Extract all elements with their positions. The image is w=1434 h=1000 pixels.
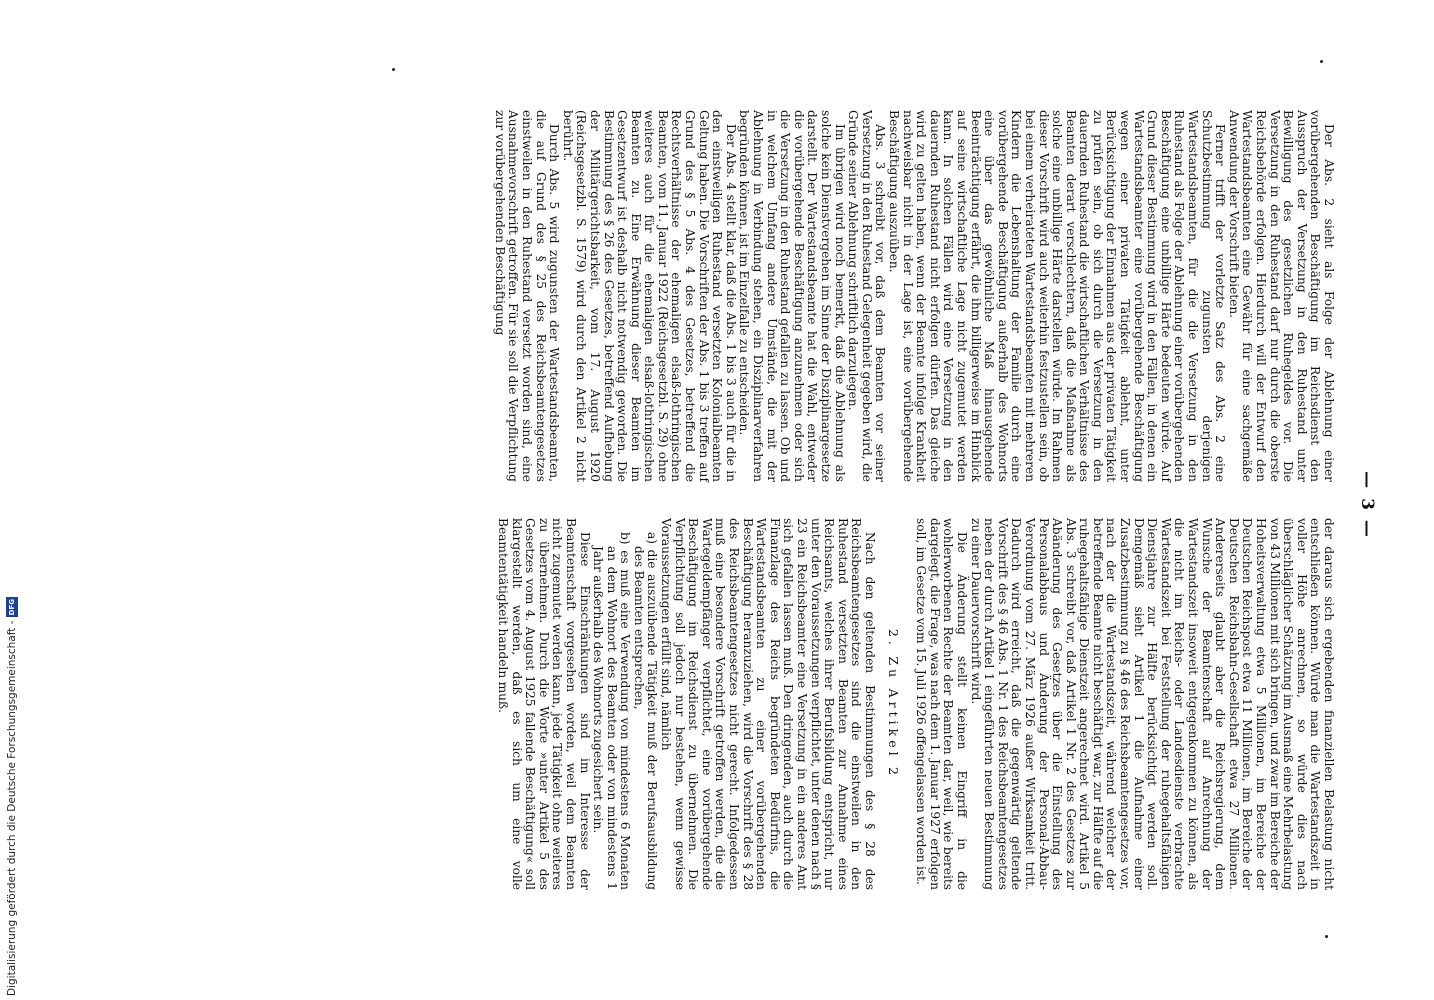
paragraph: Durch Abs. 5 wird zugunsten der Wartestandsbeamten, die auf Grund des § 25 des Reichsbeamtengesetzes einstweilen in den Ruhestand versetzt worden sind, eine Ausnahmevorschrift getroffen. Für sie soll die Verpflichtung zur vorübergehenden Beschäftigung (492, 110, 562, 482)
left-column (492, 110, 1335, 482)
conditions-list (591, 518, 659, 890)
paragraph: Nach den geltenden Bestimmungen des § 28 des Reichsbeamtengesetzes sind die einstweilen in den Ruhestand versetzten Beamten zur Annahme eines Reichsamts, welches ihrer Berufsbildung entspricht, nur unter den Voraussetzungen verpflichtet, unter denen nach § 23 ein Reichsbeamter eine Versetzung in ein anderes Amt sich gefallen lassen muß. Den dringenden, auch durch die Finanzlage des Reichs begründeten Bedürfnis, die Wartestandsbeamten zu einer vorübergehenden Beschäftigung heranzuziehen, wird die Vorschrift des § 28 des Reichsbeamtengesetzes nicht gerecht. Infolgedessen muß eine besondere Vorschrift getroffen werden, die die Wartegeldempfänger verpflichtet, eine vorübergehende Beschäftigung im Reichsdienst zu übernehmen. Die Verpflichtung soll jedoch nur bestehen, wenn gewisse Voraussetzungen erfüllt sind, nämlich (659, 518, 877, 890)
paragraph: der daraus sich ergebenden finanziellen Belastung nicht entschließen können. Würde man die Wartestandszeit in voller Höhe anrechnen, so würde dies nach überschläglicher Schätzung im Ausmaß eine Mehrbelastung von 43 Millionen mit sich bringen, und zwar im Bereiche der Hoheitsverwaltung etwa 5 Millionen, im Bereiche der Deutschen Reichspost etwa 11 Millionen, im Bereiche der Deutschen Reichsbahn-Gesellschaft etwa 27 Millionen. Andererseits glaubt aber die Reichsregierung, dem Wunsche der Beamtenschaft auf Anrechnung der Wartestandszeit insoweit entgegenkommen zu können, als die nicht im Reichs- oder Landesdienste verbrachte Wartestandszeit bei Feststellung der ruhegehaltsfähigen Dienstjahre zur Hälfte berücksichtigt werden soll. Demgemäß sieht Artikel 1 die Aufnahme einer Zusatzbestimmung zu § 46 des Reichsbeamtengesetzes vor, nach der die Wartestandszeit, während welcher der betreffende Beamte nicht beschäftigt war, zur Hälfte auf die ruhegehaltsfähige Dienstzeit angerechnet wird. Artikel 5 Abs. 3 schreibt vor, daß Artikel 1 Nr. 2 des Gesetzes zur Abänderung des Gesetzes über die Einstellung des Personalabbaus und Änderung der Personal-Abbau-Verordnung vom 27. März 1926 außer Wirksamkeit tritt. Dadurch wird erreicht, daß die gegenwärtig geltende Vorschrift des § 46 Abs. 1 Nr. 1 des Reichsbeamtengesetzes neben der durch Artikel 1 eingeführten neuen Bestimmung zu einer Dauervorschrift wird. (968, 518, 1336, 890)
right-column-top (914, 518, 1335, 890)
list-item: b) es muß eine Verwendung von mindestens 6 Monaten an dem Wohnort des Beamten oder von mindestens 1 Jahr außerhalb des Wohnorts zugesichert sein. (591, 532, 633, 890)
scan-speck (1320, 60, 1323, 63)
paragraph: Diese Einschränkungen sind im Interesse der Beamtenschaft vorgesehen worden, weil dem Beamten nicht zugemutet werden kann, jede Tätigkeit ohne weiteres zu übernehmen. Durch die Worte »unter Artikel 5 des Gesetzes vom 4. August 1925 fallende Beschäftigung« soll klargestellt werden, daß es sich um eine volle Beamtentätigkeit handeln muß. (495, 518, 592, 890)
paragraph: Im übrigen wird noch bemerkt, daß die Ablehnung als solche kein Dienstvergehen im Sinne der Disziplinargesetze darstellt. Der Wartestandsbeamte hat die Wahl, entweder die vorübergehende Beschäftigung anzunehmen oder sich die Versetzung in den Ruhestand gefallen zu lassen. Ob und in welchem Umfang andere Umstände, die mit der Ablehnung in Verbindung stehen, ein Disziplinarverfahren begründen können, ist im Einzelfalle zu entscheiden. (737, 110, 847, 482)
right-column (495, 518, 1335, 890)
paragraph: Der Abs. 2 sieht als Folge der Ablehnung einer vorübergehenden Beschäftigung im Reichsdienst den Ausspruch der Versetzung in den Ruhestand unter Bewilligung des gesetzlichen Ruhegeldes vor. Die Versetzung in den Ruhestand darf nur durch die oberste Reichsbehörde erfolgen. Hierdurch will der Entwurf den Wartestandsbeamten eine Gewähr für eine sachgemäße Anwendung der Vorschrift bieten. (1226, 110, 1336, 482)
paragraph: Ferner trifft der vorletzte Satz des Abs. 2 eine Schutzbestimmung zugunsten derjenigen Wartestandsbeamten, für die die Versetzung in den Ruhestand als Folge der Ablehnung einer vorübergehenden Beschäftigung eine unbillige Härte bedeuten würde. Auf Grund dieser Bestimmung wird in den Fällen, in denen ein Wartestandsbeamter eine vorübergehende Beschäftigung wegen einer privaten Tätigkeit ablehnt, unter Berücksichtigung der Einnahmen aus der privaten Tätigkeit zu prüfen sein, ob sich durch die Versetzung in den dauernden Ruhestand die wirtschaftlichen Verhältnisse des Beamten derart verschlechtern, daß die Maßnahme als solche eine unbillige Härte darstellen würde. Im Rahmen dieser Vorschrift wird auch weiterhin festzustellen sein, ob bei einem verheirateten Wartestandsbeamten mit mehreren Kindern die Lebenshaltung der Familie durch eine vorübergehende Beschäftigung außerhalb des Wohnorts eine über das gewöhnliche Maß hinausgehende Beeinträchtigung erfährt, die ihm billigerweise im Hinblick auf seine wirtschaftliche Lage nicht zugemutet werden kann. In solchen Fällen wird eine Versetzung in den dauernden Ruhestand nicht erfolgen dürfen. Das gleiche wird zu gelten haben, wenn der Beamte infolge Krankheit nachweisbar nicht in der Lage ist, eine vorübergehende Beschäftigung auszuüben. (887, 110, 1228, 482)
scan-speck (1325, 935, 1328, 938)
section-title-artikel-2: 2. Zu Artikel 2 (885, 628, 901, 780)
paragraph: Abs. 3 schreibt vor, daß dem Beamten vor seiner Versetzung in den Ruhestand Gelegenheit gegeben wird, die Gründe seiner Ablehnung schriftlich darzulegen. (846, 110, 888, 482)
scan-speck (392, 68, 395, 71)
dfg-logo: DFG (8, 598, 16, 616)
right-column-body (659, 518, 877, 890)
digitization-credit-text: Digitalisierung gefördert durch die Deutsche Forschungsgemeinschaft - (6, 617, 18, 996)
paragraph: Der Abs. 4 stellt klar, daß die Abs. 1 bis 3 auch für die in den einstweiligen Ruhestand versetzten Kolonialbeamten Geltung haben. Die Vorschriften der Abs. 1 bis 3 treffen auf Grund des § 5 Abs. 4 des Gesetzes, betreffend die Rechtsverhältnisse der ehemaligen elsaß-lothringischen Beamten, vom 11. Januar 1922 (Reichsgesetzbl. S. 29) ohne weiteres auch für die ehemaligen elsaß-lothringischen Beamten zu. Eine Erwähnung dieser Beamten im Gesetzentwurf ist deshalb nicht notwendig geworden. Die Bestimmung des § 26 des Gesetzes, betreffend Aufhebung der Militärgerichtsbarkeit, vom 17. August 1920 (Reichsgesetzbl. S. 1579) wird durch den Artikel 2 nicht berührt. (560, 110, 738, 482)
right-column-end (495, 518, 590, 890)
paragraph: Die Änderung stellt keinen Eingriff in die wohlerworbenen Rechte der Beamten dar, weil, wie bereits dargelegt, die Frage, was nach dem 1. Januar 1927 erfolgen soll, im Gesetze vom 15. Juli 1926 offengelassen worden ist. (914, 518, 969, 890)
list-item: a) die auszuübende Tätigkeit muß der Berufsausbildung des Beamten entsprechen, (631, 532, 660, 890)
page-number-header: — 3 — (1357, 471, 1377, 539)
document-page (179, 110, 1379, 900)
